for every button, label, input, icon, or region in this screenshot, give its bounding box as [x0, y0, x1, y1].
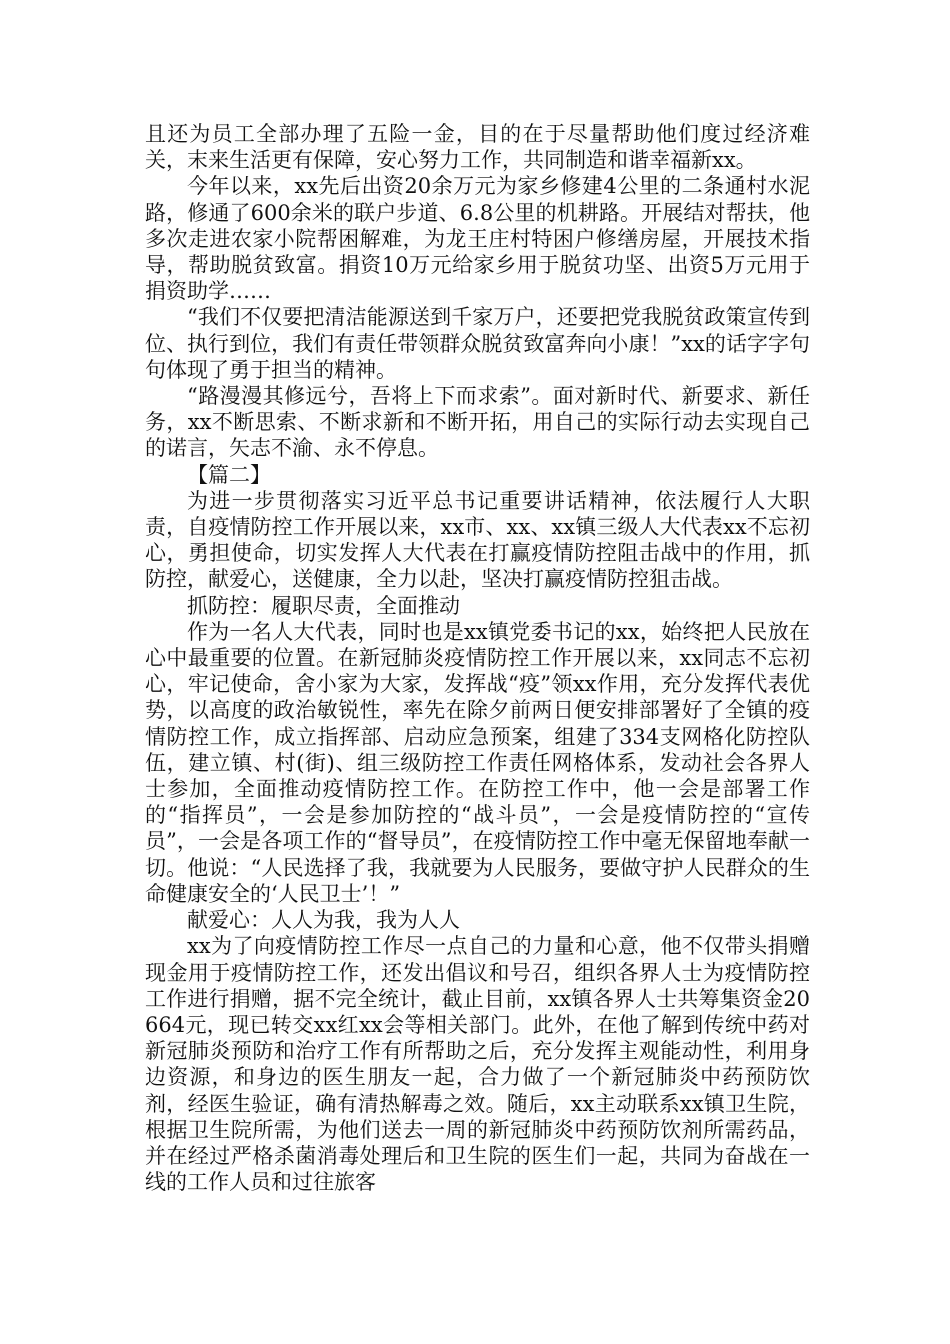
paragraph-7: xx为了向疫情防控工作尽一点自己的力量和心意，他不仅带头捐赠现金用于疫情防控工作，还发出倡议和号召，组织各界人士为疫情防控工作进行捐赠，据不完全统计，截止目前，xx镇各界人士共筹集资金20664元，现已转交xx红xx会等相关部门。此外，在他了解到传统中药对新冠肺炎预防和治疗工作有所帮助之后，充分发挥主观能动性，利用身边资源，和身边的医生朋友一起，合力做了一个新冠肺炎中药预防饮剂，经医生验证，确有清热解毒之效。随后，xx主动联系xx镇卫生院，根据卫生院所需，为他们送去一周的新冠肺炎中药预防饮剂所需药品，并在经过严格杀菌消毒处理后和卫生院的医生们一起，共同为奋战在一线的工作人员和过往旅客: [145, 934, 810, 1195]
paragraph-6: 作为一名人大代表，同时也是xx镇党委书记的xx，始终把人民放在心中最重要的位置。在新冠肺炎疫情防控工作开展以来，xx同志不忘初心，牢记使命，舍小家为大家，发挥战“疫”领xx作用，充分发挥代表优势，以高度的政治敏锐性，率先在除夕前两日便安排部署好了全镇的疫情防控工作，成立指挥部、启动应急预案，组建了334支网格化防控队伍，建立镇、村(街)、组三级防控工作责任网格体系，发动社会各界人士参加，全面推动疫情防控工作。在防控工作中，他一会是部署工作的“指挥员”，一会是参加防控的“战斗员”，一会是疫情防控的“宣传员”，一会是各项工作的“督导员”，在疫情防控工作中毫无保留地奉献一切。他说：“人民选择了我，我就要为人民服务，要做守护人民群众的生命健康安全的‘人民卫士’！”: [145, 619, 810, 906]
subheading-love: 献爱心：人人为我，我为人人: [187, 908, 460, 933]
paragraph-5: 为进一步贯彻落实习近平总书记重要讲话精神，依法履行人大职责，自疫情防控工作开展以来，xx市、xx、xx镇三级人大代表xx不忘初心，勇担使命，切实发挥人大代表在打赢疫情防控阻击战中的作用，抓防控，献爱心，送健康，全力以赴，坚决打赢疫情防控狙击战。: [145, 488, 810, 592]
paragraph-1: 且还为员工全部办理了五险一金，目的在于尽量帮助他们度过经济难关，末来生活更有保障，安心努力工作，共同制造和谐幸福新xx。: [145, 122, 810, 173]
subheading-prevention: 抓防控：履职尽责，全面推动: [187, 593, 460, 618]
document-page: [145, 121, 810, 1195]
paragraph-3: “我们不仅要把清洁能源送到千家万户，还要把党我脱贫政策宣传到位、执行到位，我们有责任带领群众脱贫致富奔向小康！”xx的话字字句句体现了勇于担当的精神。: [145, 305, 810, 382]
paragraph-4: “路漫漫其修远兮，吾将上下而求索”。面对新时代、新要求、新任务，xx不断思索、不断求新和不断开拓，用自己的实际行动去实现自己的诺言，矢志不渝、永不停息。: [145, 384, 810, 461]
section-heading: 【篇二】: [187, 462, 271, 487]
paragraph-2: 今年以来，xx先后出资20余万元为家乡修建4公里的二条通村水泥路，修通了600余米的联户步道、6.8公里的机耕路。开展结对帮扶，他多次走进农家小院帮困解难，为龙王庄村特困户修缮房屋，开展技术指导，帮助脱贫致富。捐资10万元给家乡用于脱贫功坚、出资5万元用于捐资助学……: [145, 174, 810, 304]
